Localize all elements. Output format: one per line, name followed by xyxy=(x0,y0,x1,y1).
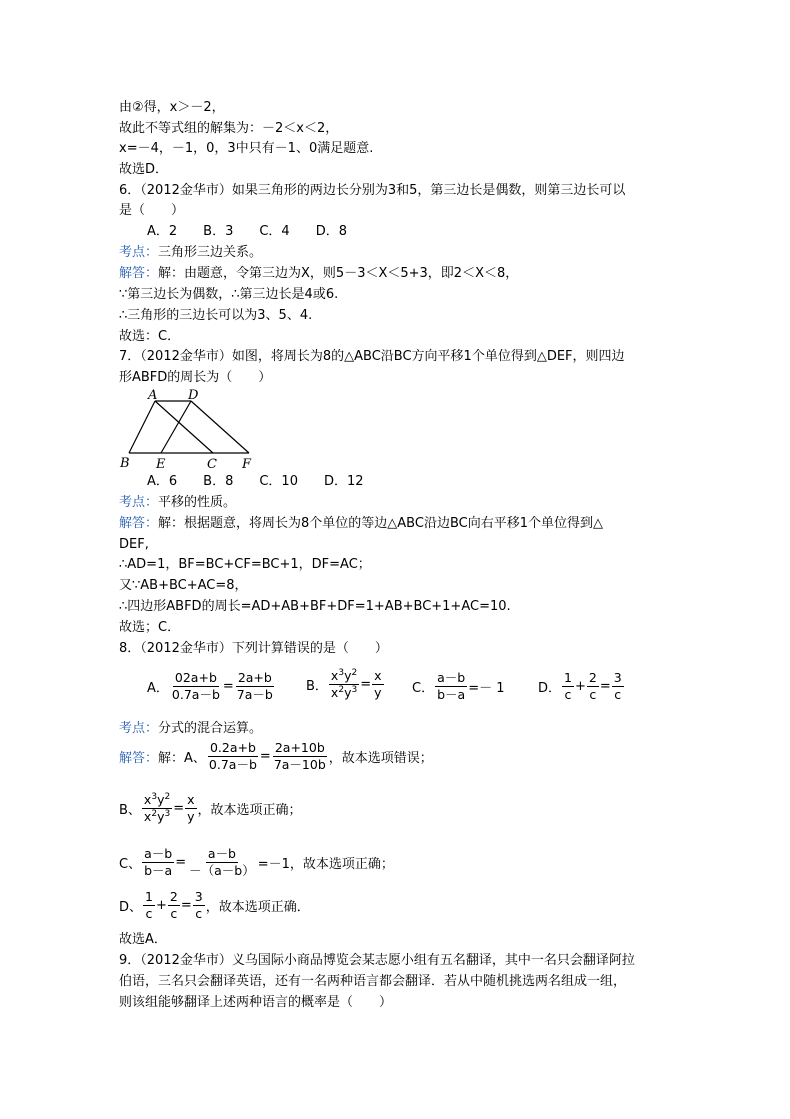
denominator: y xyxy=(187,809,195,824)
jieda-label: 解答： xyxy=(119,751,159,766)
text-line: 故选D． xyxy=(119,162,169,177)
question-6-options: A．2 B．3 C．4 D．8 xyxy=(147,224,347,239)
solution-prefix: D、 xyxy=(119,900,143,915)
kaodian-8 xyxy=(119,719,262,739)
label-b: B xyxy=(120,456,130,471)
fraction xyxy=(272,740,328,773)
question-6-line1: 6．（2012金华市）如果三角形的两边长分别为3和5，第三边长是偶数，则第三边长可以 xyxy=(119,183,626,198)
kaodian-text: 分式的混合运算。 xyxy=(158,721,263,736)
kaodian-label: 考点： xyxy=(119,495,159,510)
denominator: c xyxy=(170,906,178,921)
numerator: 3 xyxy=(194,889,203,904)
question-7-line2: 形ABFD的周长为（ ） xyxy=(119,370,272,385)
jieda-8-a: 解答： 解：A、 $\frac{0.2a+b}{0.7a-b}$ = $\frac{2a+10b}{7a-10b}$ ，故本选项错误； xyxy=(119,740,433,772)
answer-6: 故选：C． xyxy=(119,329,181,344)
jieda-label: 解答： xyxy=(119,516,159,531)
numerator: 02a+b xyxy=(174,670,217,685)
jieda-label: 解答： xyxy=(119,266,159,281)
fraction xyxy=(435,670,467,703)
kaodian-label: 考点： xyxy=(119,245,159,260)
solution-prefix: B、 xyxy=(119,803,141,818)
numerator: a－b xyxy=(207,846,236,861)
segment-df xyxy=(191,401,249,453)
denominator: 7a－b xyxy=(236,687,273,702)
fraction xyxy=(168,889,180,922)
denominator: 0.7a－b xyxy=(171,687,220,702)
denominator: －（a－b） xyxy=(189,863,255,878)
segment-ac xyxy=(155,401,213,453)
numerator: 0.2a+b xyxy=(209,740,256,755)
question-9-line1: 9．（2012金华市）义乌国际小商品博览会某志愿小组有五名翻译，其中一名只会翻译阿拉 xyxy=(119,953,635,968)
translation-figure xyxy=(115,387,265,472)
option-label: C． xyxy=(412,681,435,696)
text-line: ∴三角形的三边长可以为3、5、4. xyxy=(119,308,313,323)
solution-suffix: ，故本选项错误； xyxy=(328,751,433,766)
q8-option-d: D． $\frac{1}{c}$ + $\frac{2}{c}$ = $\frac{3}{c}$ xyxy=(538,670,622,702)
kaodian-text: 平移的性质。 xyxy=(158,495,237,510)
label-c: C xyxy=(207,457,217,472)
numerator: 2a+10b xyxy=(274,740,325,755)
numerator: x xyxy=(187,792,195,807)
option-label: A． xyxy=(147,681,169,696)
denominator: $x^2y^3$ xyxy=(143,808,171,824)
text-line: x=－4，－1，0，3中只有－1、0满足题意. xyxy=(119,141,374,156)
text-line: ∴AD=1，BF=BC+CF=BC+1，DF=AC； xyxy=(119,557,371,572)
label-d: D xyxy=(188,388,199,403)
text-line: 故此不等式组的解集为：－2＜x＜2， xyxy=(119,121,339,136)
question-8-line1: 8．（2012金华市）下列计算错误的是（ ） xyxy=(119,641,388,656)
fraction xyxy=(185,792,196,825)
fraction xyxy=(562,670,574,703)
denominator: y xyxy=(374,685,382,700)
kaodian-label: 考点： xyxy=(119,721,159,736)
numerator: $x^3y^2$ xyxy=(143,791,171,807)
numerator: 1 xyxy=(145,889,153,904)
text-line: ∵第三边长为偶数，∴第三边长是4或6. xyxy=(119,287,339,302)
question-6-line2: 是（ ） xyxy=(119,203,185,218)
fraction xyxy=(329,668,359,701)
fraction xyxy=(187,846,257,879)
kaodian-7 xyxy=(119,493,236,513)
option-label: B． xyxy=(306,679,328,694)
jieda-text: 解：根据题意，将周长为8个单位的等边△ABC沿边BC向右平移1个单位得到△ xyxy=(158,516,603,531)
numerator: x xyxy=(374,668,382,683)
fraction xyxy=(170,670,222,703)
text-line: 由②得，x＞－2， xyxy=(119,100,225,115)
q8-option-a: A． $\frac{02a+b}{0.7a-b}$ = $\frac{2a+b}{7a-b}$ xyxy=(147,670,273,702)
denominator: 0.7a－b xyxy=(208,757,257,772)
fraction xyxy=(193,889,205,922)
denominator: 7a－10b xyxy=(273,757,326,772)
fraction xyxy=(372,668,383,701)
denominator: c xyxy=(145,906,153,921)
label-f: F xyxy=(242,457,252,472)
option-c-rhs: =－ 1 xyxy=(468,681,505,696)
denominator: $x^2y^3$ xyxy=(330,684,358,700)
solution-prefix: C、 xyxy=(119,857,142,872)
denominator: c xyxy=(564,687,572,702)
numerator: 2 xyxy=(588,670,597,685)
option-label: D． xyxy=(538,681,562,696)
kaodian-6 xyxy=(119,243,262,263)
fraction xyxy=(235,670,275,703)
jieda-text: 解：由题意，令第三边为X，则5－3＜X＜5+3，即2＜X＜8， xyxy=(158,266,519,281)
numerator: 3 xyxy=(613,670,622,685)
fraction xyxy=(143,889,155,922)
q8-option-c xyxy=(412,670,504,703)
solution-suffix: ，故本选项正确． xyxy=(205,900,310,915)
denominator: c xyxy=(614,687,622,702)
fraction xyxy=(207,740,259,773)
jieda-8-d: D、 $\frac{1}{c}$ + $\frac{2}{c}$ = $\frac{3}{c}$ ，故本选项正确． xyxy=(119,889,310,921)
question-7-options: A．6 B．8 C．10 D．12 xyxy=(147,474,364,489)
jieda-7 xyxy=(119,514,603,534)
segment-ab xyxy=(129,401,155,453)
text-line: 又∵AB+BC+AC=8， xyxy=(119,578,248,593)
denominator: c xyxy=(589,687,597,702)
numerator: 1 xyxy=(564,670,572,685)
solution-suffix: ，故本选项正确； xyxy=(197,803,302,818)
segment-de xyxy=(161,401,191,453)
question-9-line2: 伯语，三名只会翻译英语，还有一名两种语言都会翻译．若从中随机挑选两名组成一组， xyxy=(119,974,627,989)
denominator: c xyxy=(195,906,203,921)
jieda-6 xyxy=(119,264,518,284)
denominator: b－a xyxy=(144,863,173,878)
fraction xyxy=(142,792,172,825)
answer-7: 故选；C． xyxy=(119,620,181,635)
numerator: $x^3y^2$ xyxy=(330,667,358,683)
solution-prefix: 解：A、 xyxy=(158,751,206,766)
fraction xyxy=(587,670,599,703)
numerator: 2a+b xyxy=(237,670,272,685)
fraction xyxy=(142,846,174,879)
numerator: a－b xyxy=(437,670,466,685)
kaodian-text: 三角形三边关系。 xyxy=(158,245,263,260)
answer-8: 故选A． xyxy=(119,932,167,947)
denominator: b－a xyxy=(437,687,466,702)
solution-suffix: =－1，故本选项正确； xyxy=(257,857,394,872)
label-e: E xyxy=(156,457,166,472)
numerator: 2 xyxy=(169,889,178,904)
text-line: DEF, xyxy=(119,537,149,552)
q8-option-b: B． $\frac{x^3y^2}{x^2y^3}$ = $\frac{x}{y}$ xyxy=(306,667,382,700)
label-a: A xyxy=(148,388,158,403)
fraction xyxy=(612,670,624,703)
jieda-8-b: B、 $\frac{x^3y^2}{x^2y^3}$ = $\frac{x}{y}$ ，故本选项正确； xyxy=(119,791,302,824)
numerator: a－b xyxy=(144,846,173,861)
question-9-line3: 则该组能够翻译上述两种语言的概率是（ ） xyxy=(119,995,393,1010)
question-7-line1: 7．（2012金华市）如图，将周长为8的△ABC沿BC方向平移1个单位得到△DEF，则四边 xyxy=(119,349,625,364)
jieda-8-c: C、 $\frac{a-b}{b-a}$ = $\frac{a-b}{-(a-b)}$ =－1，故本选项正确； xyxy=(119,846,394,878)
text-line: ∴四边形ABFD的周长=AD+AB+BF+DF=1+AB+BC+1+AC=10. xyxy=(119,599,511,614)
